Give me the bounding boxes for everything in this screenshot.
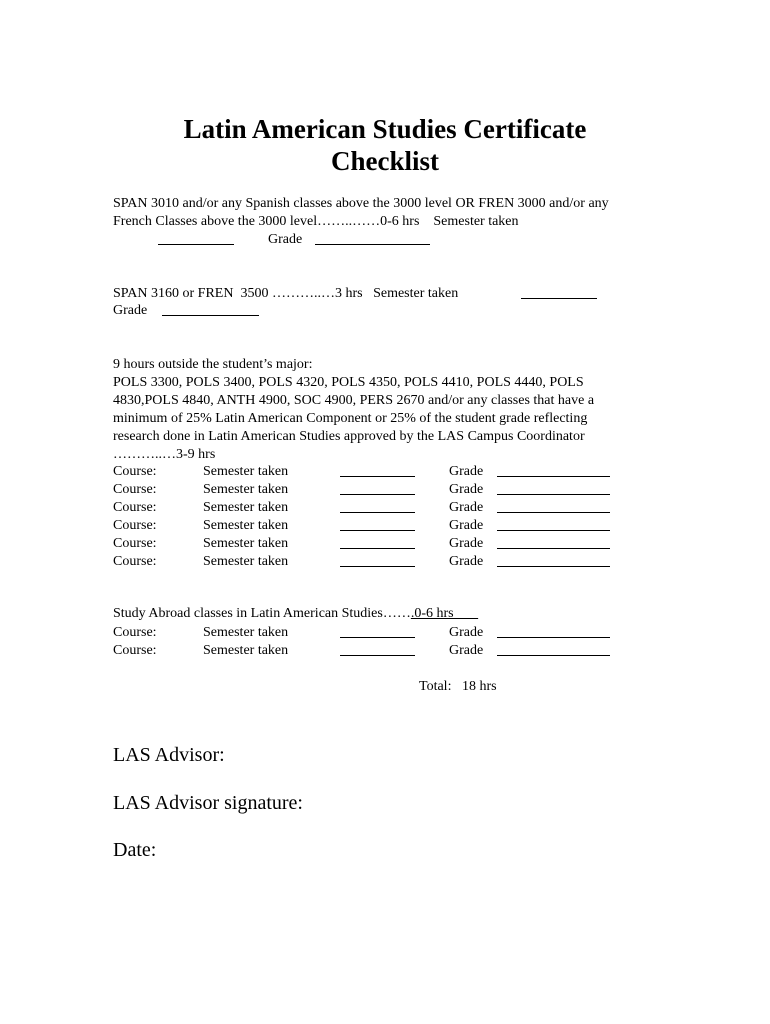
semester-taken-label: Semester taken — [203, 518, 289, 533]
sec1-grade-label: Grade — [268, 232, 303, 247]
sec4-heading-text: Study Abroad classes in Latin American Studies…… — [113, 606, 411, 621]
sec1-line2: French Classes above the 3000 level……..……0-6 hrs Semester taken — [113, 214, 519, 229]
sec3-line4: research done in Latin American Studies approved by the LAS Campus Coordinator — [113, 429, 585, 444]
semester-blank[interactable] — [340, 499, 415, 519]
grade-label: Grade — [449, 554, 484, 569]
sec1-grade-blank[interactable] — [315, 231, 430, 251]
sec2-line1: SPAN 3160 or FREN 3500 ………..…3 hrs Semester taken — [113, 286, 459, 301]
course-label: Course: — [113, 482, 157, 497]
date-label: Date: — [113, 839, 157, 861]
semester-taken-label: Semester taken — [203, 625, 289, 640]
sec1-semester-blank[interactable] — [158, 231, 234, 251]
semester-blank[interactable] — [340, 642, 415, 662]
sec3-heading: 9 hours outside the student’s major: — [113, 357, 313, 372]
course-label: Course: — [113, 643, 157, 658]
title-line-1: Latin American Studies Certificate — [183, 114, 587, 144]
grade-label: Grade — [449, 536, 484, 551]
grade-blank[interactable] — [497, 624, 610, 644]
grade-blank[interactable] — [497, 517, 610, 537]
sec2-grade-blank[interactable] — [162, 302, 259, 322]
course-label: Course: — [113, 625, 157, 640]
semester-taken-label: Semester taken — [203, 536, 289, 551]
las-advisor-signature-label: LAS Advisor signature: — [113, 792, 303, 814]
sec2-semester-blank[interactable] — [521, 285, 597, 305]
sec3-line1: POLS 3300, POLS 3400, POLS 4320, POLS 4350, POLS 4410, POLS 4440, POLS — [113, 375, 584, 390]
grade-label: Grade — [449, 643, 484, 658]
course-label: Course: — [113, 500, 157, 515]
las-advisor-label: LAS Advisor: — [113, 744, 225, 766]
semester-blank[interactable] — [340, 517, 415, 537]
grade-label: Grade — [449, 518, 484, 533]
semester-blank[interactable] — [340, 553, 415, 573]
semester-taken-label: Semester taken — [203, 464, 289, 479]
semester-taken-label: Semester taken — [203, 500, 289, 515]
semester-blank[interactable] — [340, 624, 415, 644]
sec3-line2: 4830,POLS 4840, ANTH 4900, SOC 4900, PERS 2670 and/or any classes that have a — [113, 393, 595, 408]
grade-blank[interactable] — [497, 642, 610, 662]
semester-taken-label: Semester taken — [203, 482, 289, 497]
course-label: Course: — [113, 518, 157, 533]
grade-blank[interactable] — [497, 463, 610, 483]
total-text: Total: 18 hrs — [419, 679, 497, 694]
grade-label: Grade — [449, 464, 484, 479]
course-label: Course: — [113, 554, 157, 569]
grade-blank[interactable] — [497, 499, 610, 519]
title-line-2: Checklist — [331, 146, 439, 176]
sec4-heading-hrs: .0-6 hrs — [410, 606, 479, 621]
sec3-line5: ………..…3-9 hrs — [113, 447, 216, 462]
semester-taken-label: Semester taken — [203, 554, 289, 569]
grade-blank[interactable] — [497, 481, 610, 501]
semester-blank[interactable] — [340, 463, 415, 483]
course-label: Course: — [113, 536, 157, 551]
grade-label: Grade — [449, 482, 484, 497]
semester-blank[interactable] — [340, 481, 415, 501]
grade-blank[interactable] — [497, 553, 610, 573]
grade-blank[interactable] — [497, 535, 610, 555]
sec2-grade-label: Grade — [113, 303, 148, 318]
sec3-line3: minimum of 25% Latin American Component or 25% of the student grade reflecting — [113, 411, 588, 426]
sec1-line1: SPAN 3010 and/or any Spanish classes above the 3000 level OR FREN 3000 and/or any — [113, 196, 609, 211]
sec4-heading — [113, 605, 478, 623]
grade-label: Grade — [449, 500, 484, 515]
course-label: Course: — [113, 464, 157, 479]
grade-label: Grade — [449, 625, 484, 640]
semester-taken-label: Semester taken — [203, 643, 289, 658]
semester-blank[interactable] — [340, 535, 415, 555]
